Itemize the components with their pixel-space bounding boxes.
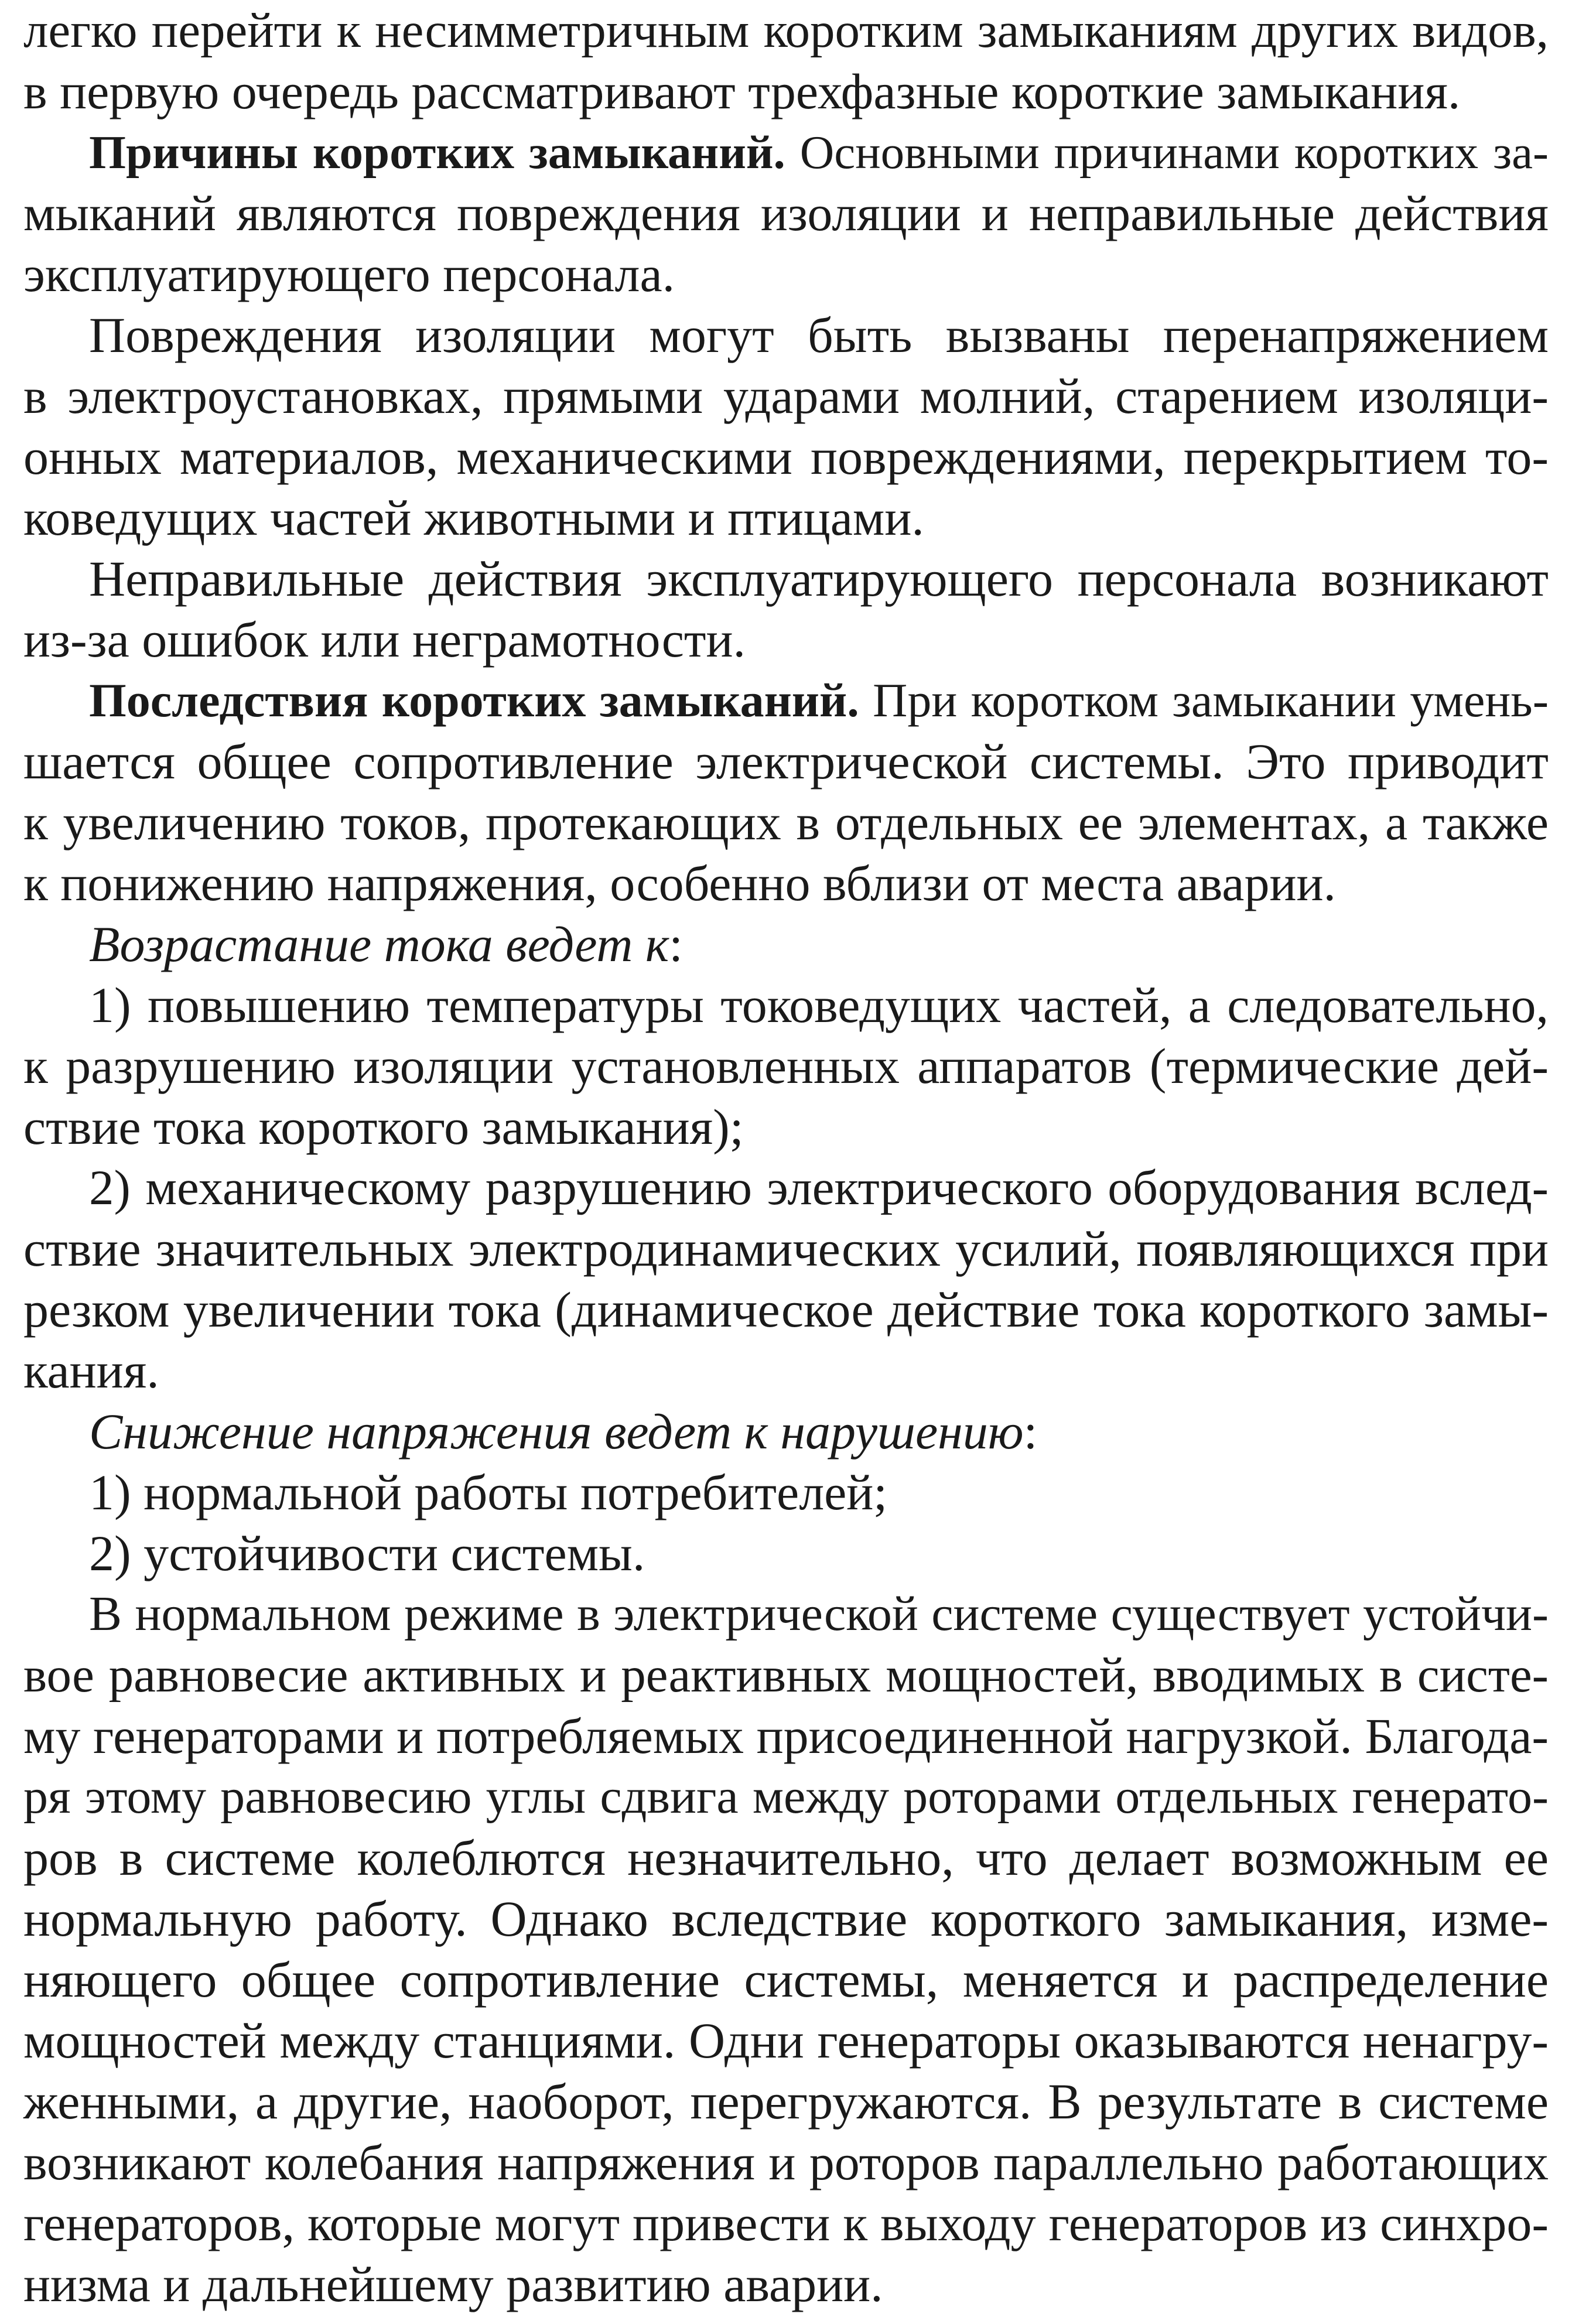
text-line: [23, 609, 1549, 670]
line-text: в электроустановках, прямыми ударами молний, старением изоляци-: [23, 368, 1549, 424]
line-text: мыканий являются повреждения изоляции и неправильные действия: [23, 185, 1549, 241]
text-line: [23, 487, 1549, 548]
text-line: [23, 2010, 1549, 2071]
line-text: вое равновесие активных и реактивных мощностей, вводимых в систе-: [23, 1648, 1549, 1703]
line-text: При коротком замыкании умень-: [859, 674, 1549, 727]
line-text: в первую очередь рассматривают трехфазные короткие замыкания.: [23, 63, 1461, 119]
bold-heading: Причины коротких замыканий.: [89, 126, 785, 179]
text-line: [23, 975, 1549, 1035]
text-line: [23, 1766, 1549, 1827]
text-line: [23, 853, 1549, 914]
text-line: [23, 1584, 1549, 1645]
line-text: из-за ошибок или неграмотности.: [23, 611, 746, 668]
line-text: мощностей между станциями. Одни генераторы оказываются ненагру-: [23, 2012, 1549, 2069]
line-text: к разрушению изоляции установленных аппаратов (термические дей-: [23, 1038, 1549, 1094]
text-line: [23, 183, 1549, 244]
text-line: [23, 1401, 1549, 1462]
text-line: [23, 1157, 1549, 1218]
line-text: коведущих частей животными и птицами.: [23, 490, 924, 546]
line-text: резком увеличении тока (динамическое действие тока короткого замы-: [23, 1281, 1549, 1338]
line-text: :: [1023, 1403, 1038, 1460]
text-line: [23, 2132, 1549, 2193]
text-line: [23, 1279, 1549, 1340]
line-text: нормальную работу. Однако вследствие короткого замыкания, изме-: [23, 1891, 1549, 1947]
text-line: [23, 548, 1549, 609]
text-line: [23, 365, 1549, 426]
text-line: [23, 1340, 1549, 1401]
line-text: 2) устойчивости системы.: [89, 1525, 645, 1581]
line-text: женными, а другие, наоборот, перегружаются. В результате в системе: [23, 2073, 1549, 2130]
text-line: [23, 2193, 1549, 2254]
line-text: ствие тока короткого замыкания);: [23, 1099, 744, 1155]
text-line: [23, 61, 1549, 122]
text-line: [23, 1096, 1549, 1157]
line-text: няющего общее сопротивление системы, меняется и распределение: [23, 1952, 1549, 2008]
text-line: [23, 2254, 1549, 2315]
line-text: кания.: [23, 1342, 159, 1399]
line-text: Неправильные действия эксплуатирующего персонала возникают: [89, 551, 1549, 607]
line-text: Основными причинами коротких за-: [785, 126, 1549, 179]
text-line: [23, 670, 1549, 731]
text-line: [23, 914, 1549, 975]
text-line: [23, 2071, 1549, 2132]
text-line: [23, 1218, 1549, 1279]
line-text: ря этому равновесию углы сдвига между роторами отдельных генерато-: [23, 1769, 1549, 1824]
bold-heading: Последствия коротких замыканий.: [89, 674, 859, 727]
line-text: му генераторами и потребляемых присоединенной нагрузкой. Благода-: [23, 1708, 1549, 1764]
text-line: [23, 792, 1549, 853]
line-text: Повреждения изоляции могут быть вызваны перенапряжением: [89, 307, 1549, 363]
italic-lead: Возрастание тока ведет к: [89, 916, 669, 972]
text-line: [23, 122, 1549, 183]
line-text: шается общее сопротивление электрической системы. Это приводит: [23, 733, 1549, 790]
line-text: 1) повышению температуры токоведущих частей, а следовательно,: [89, 977, 1549, 1033]
line-text: В нормальном режиме в электрической системе существует устойчи-: [89, 1587, 1549, 1641]
line-text: онных материалов, механическими повреждениями, перекрытием то-: [23, 429, 1549, 485]
text-line: [23, 1462, 1549, 1523]
line-text: 2) механическому разрушению электрического оборудования вслед-: [89, 1160, 1549, 1215]
text-line: [23, 1888, 1549, 1949]
text-line: [23, 1827, 1549, 1888]
text-line: [23, 1523, 1549, 1584]
line-text: ров в системе колеблются незначительно, что делает возможным ее: [23, 1830, 1549, 1886]
text-line: [23, 426, 1549, 487]
line-text: к понижению напряжения, особенно вблизи от места аварии.: [23, 855, 1336, 911]
text-line: [23, 244, 1549, 305]
text-line: [23, 1035, 1549, 1096]
line-text: :: [669, 916, 683, 972]
text-line: [23, 0, 1549, 61]
italic-lead: Снижение напряжения ведет к нарушению: [89, 1403, 1024, 1460]
line-text: ствие значительных электродинамических усилий, появляющихся при: [23, 1221, 1549, 1277]
text-line: [23, 305, 1549, 365]
text-line: [23, 1949, 1549, 2010]
text-line: [23, 731, 1549, 792]
line-text: легко перейти к несимметричным коротким замыканиям других видов,: [23, 3, 1549, 58]
line-text: эксплуатирующего персонала.: [23, 246, 675, 302]
line-text: возникают колебания напряжения и роторов параллельно работающих: [23, 2134, 1549, 2190]
text-line: [23, 1645, 1549, 1706]
text-line: [23, 1706, 1549, 1766]
line-text: к увеличению токов, протекающих в отдельных ее элементах, а также: [23, 794, 1549, 850]
line-text: низма и дальнейшему развитию аварии.: [23, 2256, 883, 2312]
line-text: 1) нормальной работы потребителей;: [89, 1464, 888, 1520]
line-text: генераторов, которые могут привести к выходу генераторов из синхро-: [23, 2195, 1549, 2251]
